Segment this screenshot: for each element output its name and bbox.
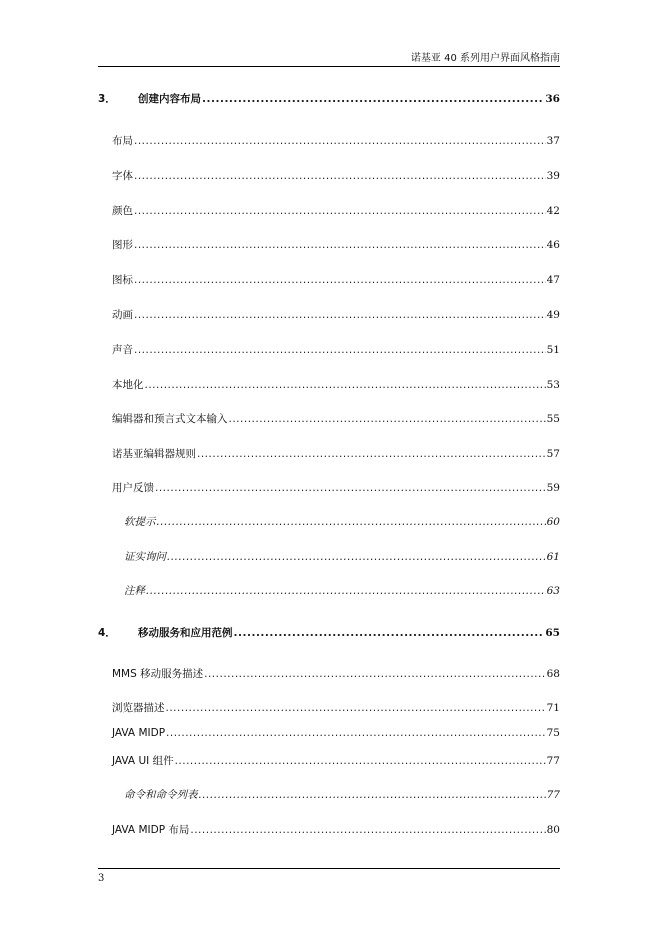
- toc-entry-page: 51: [546, 344, 560, 356]
- dot-leader: [175, 755, 546, 767]
- toc-entry[interactable]: [112, 377, 560, 392]
- toc-entry-title: 证实询问: [124, 551, 166, 563]
- dot-leader: [229, 413, 546, 425]
- toc-entry[interactable]: [112, 446, 560, 461]
- toc-entry-page: 63: [546, 585, 560, 597]
- toc-entry-page: 46: [546, 239, 560, 251]
- toc-entry[interactable]: [112, 342, 560, 357]
- toc-entry-page: 39: [546, 170, 560, 182]
- toc-entry-page: 61: [546, 551, 560, 563]
- dot-leader: [134, 170, 546, 182]
- dot-leader: [190, 824, 545, 836]
- dot-leader: [134, 135, 546, 147]
- toc-entry[interactable]: [112, 307, 560, 322]
- dot-leader: [197, 448, 546, 460]
- toc-entry-title: 用户反馈: [112, 482, 154, 494]
- toc-entry-page: 77: [546, 789, 560, 801]
- toc-entry-title: JAVA UI 组件: [112, 755, 174, 767]
- dot-leader: [234, 627, 545, 639]
- toc-entry[interactable]: [124, 514, 560, 529]
- toc-entry-title: 颜色: [112, 205, 133, 217]
- toc-entry-title: 布局: [112, 135, 133, 147]
- page-footer: [98, 868, 560, 884]
- toc-entry[interactable]: [112, 133, 560, 148]
- dot-leader: [157, 516, 546, 528]
- toc-entry-title: 本地化: [112, 379, 144, 391]
- toc-entry-page: 37: [546, 135, 560, 147]
- toc-entry-page: 57: [546, 448, 560, 460]
- toc-entry[interactable]: [112, 822, 560, 837]
- toc-entry-number: 4．: [98, 627, 116, 639]
- toc-entry-title: 字体: [112, 170, 133, 182]
- dot-leader: [134, 344, 546, 356]
- dot-leader: [166, 727, 546, 739]
- dot-leader: [167, 551, 546, 563]
- toc-entry-title: 注释: [124, 585, 145, 597]
- toc-entry-page: 60: [546, 516, 560, 528]
- dot-leader: [202, 93, 544, 105]
- dot-leader: [134, 309, 546, 321]
- toc-entry-title: 创建内容布局: [138, 93, 201, 105]
- footer-page-number: 3: [98, 873, 105, 884]
- toc-entry[interactable]: [98, 91, 560, 106]
- toc-entry-title: 命令和命令列表: [124, 789, 198, 801]
- dot-leader: [166, 702, 546, 714]
- dot-leader: [134, 205, 546, 217]
- toc-entry-page: 47: [546, 274, 560, 286]
- toc-entry-page: 36: [545, 93, 560, 105]
- dot-leader: [146, 585, 546, 597]
- toc-entry[interactable]: [112, 168, 560, 183]
- toc-entry[interactable]: [112, 272, 560, 287]
- dot-leader: [134, 274, 546, 286]
- toc-entry-title: 编辑器和预言式文本输入: [112, 413, 228, 425]
- toc-entry-number: 3．: [98, 93, 116, 105]
- toc-entry-page: 71: [546, 702, 560, 714]
- toc-entry-title: 声音: [112, 344, 133, 356]
- toc-entry-page: 42: [546, 205, 560, 217]
- dot-leader: [199, 789, 546, 801]
- toc-entry-title: 软提示: [124, 516, 156, 528]
- toc-entry-title: JAVA MIDP: [112, 727, 166, 739]
- toc-entry[interactable]: [112, 666, 560, 681]
- toc-entry-title: 移动服务和应用范例: [138, 627, 233, 639]
- toc-entry-page: 49: [546, 309, 560, 321]
- toc-entry[interactable]: [112, 753, 560, 768]
- header-title: 诺基亚 40 系列用户界面风格指南: [410, 53, 560, 64]
- toc-entry[interactable]: [124, 583, 560, 598]
- toc-entry[interactable]: [112, 203, 560, 218]
- toc-entry[interactable]: [112, 727, 560, 739]
- toc-entry-page: 59: [546, 482, 560, 494]
- toc-entry[interactable]: [124, 549, 560, 564]
- toc-entry-title: 诺基亚编辑器规则: [112, 448, 196, 460]
- toc-entry[interactable]: [124, 787, 560, 802]
- toc-entry-title: 图标: [112, 274, 133, 286]
- toc-entry-page: 53: [546, 379, 560, 391]
- toc-entry-title: MMS 移动服务描述: [112, 668, 204, 680]
- toc-entry[interactable]: [112, 700, 560, 715]
- toc-entry-title: JAVA MIDP 布局: [112, 824, 190, 836]
- toc-entry[interactable]: [112, 411, 560, 426]
- toc-entry-page: 75: [546, 727, 560, 739]
- toc-entry-page: 77: [546, 755, 560, 767]
- toc-entry-title: 动画: [112, 309, 133, 321]
- toc-entry[interactable]: [112, 480, 560, 495]
- dot-leader: [134, 239, 546, 251]
- toc-entry-title: 浏览器描述: [112, 702, 165, 714]
- toc-entry-title: 图形: [112, 239, 133, 251]
- toc-entry[interactable]: [98, 625, 560, 640]
- toc-entry[interactable]: [112, 237, 560, 252]
- dot-leader: [145, 379, 546, 391]
- toc-entry-page: 55: [546, 413, 560, 425]
- toc-entry-page: 65: [545, 627, 560, 639]
- dot-leader: [204, 668, 546, 680]
- dot-leader: [155, 482, 546, 494]
- toc-entry-page: 68: [546, 668, 560, 680]
- toc-entry-page: 80: [546, 824, 560, 836]
